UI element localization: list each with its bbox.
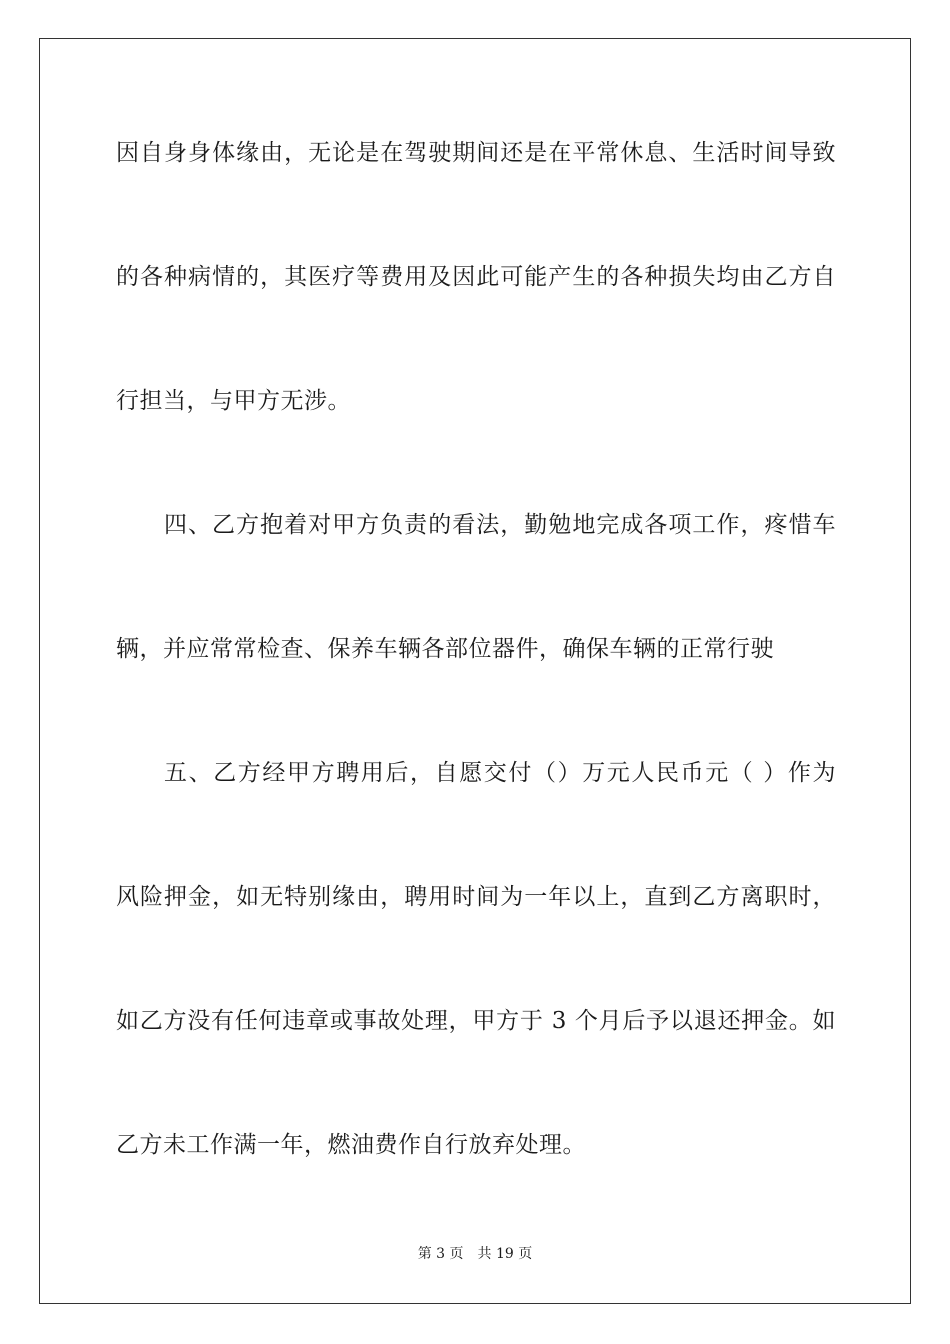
page-number: 第 3 页 [417, 1246, 464, 1262]
text-line: 的各种病情的，其医疗等费用及因此可能产生的各种损失均由乙方自 [116, 264, 836, 290]
text-line: 如乙方没有任何违章或事故处理，甲方于 3 个月后予以退还押金。如 [116, 1008, 836, 1034]
page-total: 共 19 页 [477, 1246, 533, 1262]
text-line: 风险押金，如无特别缘由，聘用时间为一年以上，直到乙方离职时， [116, 884, 836, 910]
text-line: 因自身身体缘由，无论是在驾驶期间还是在平常休息、生活时间导致 [116, 140, 836, 166]
page-footer [0, 1245, 950, 1263]
text-line: 辆，并应常常检查、保养车辆各部位器件，确保车辆的正常行驶 [116, 636, 774, 662]
paragraph-four-line: 四、乙方抱着对甲方负责的看法，勤勉地完成各项工作，疼惜车 [164, 512, 836, 538]
text-line: 乙方未工作满一年，燃油费作自行放弃处理。 [116, 1132, 586, 1158]
text-line: 行担当，与甲方无涉。 [116, 388, 351, 414]
page-border [39, 38, 911, 1304]
paragraph-five-line: 五、乙方经甲方聘用后，自愿交付（）万元人民币元（ ）作为 [164, 760, 836, 786]
